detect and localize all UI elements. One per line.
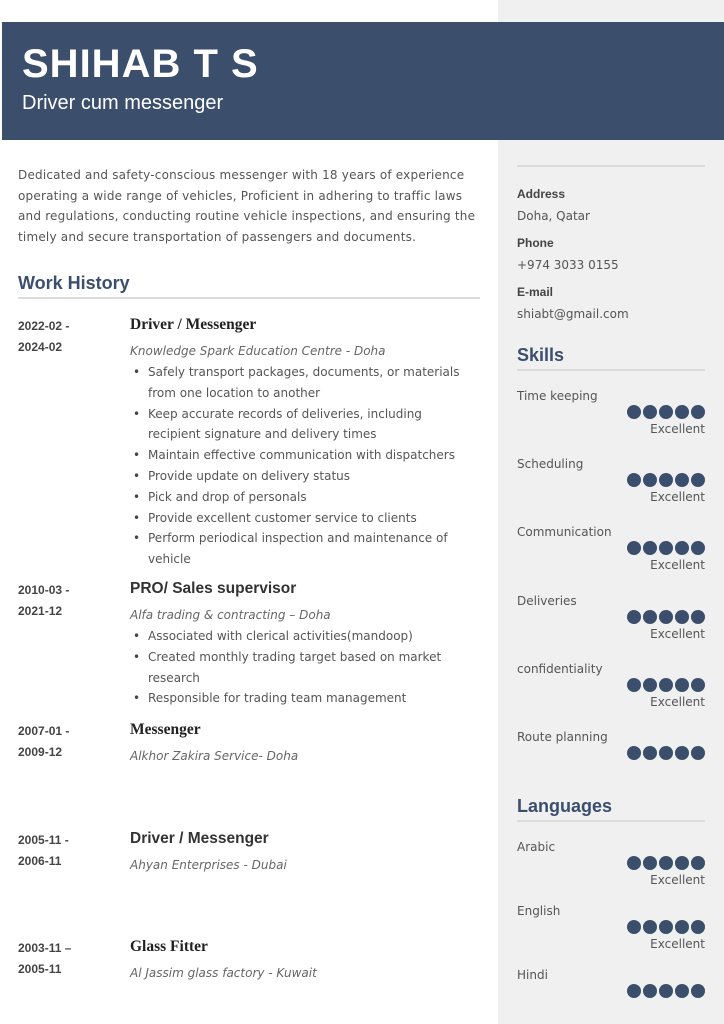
job-duty: • Responsible for trading team management: [130, 688, 475, 709]
rating-dots: [627, 746, 705, 760]
job-company: Alfa trading & contracting – Doha: [130, 608, 331, 622]
job-end-date: 2024-02: [18, 340, 63, 354]
sidebar-top-divider: [517, 165, 705, 167]
rating-dot: [659, 405, 673, 419]
rating-name: confidentiality: [517, 661, 603, 676]
languages-divider: [517, 820, 705, 822]
rating-row: [517, 525, 705, 573]
rating-level: Excellent: [650, 558, 705, 573]
job-end-date: 2005-11: [18, 962, 62, 976]
rating-level: Excellent: [650, 422, 705, 436]
rating-dot: [675, 541, 689, 555]
rating-dot: [643, 984, 657, 998]
address-label: Address: [517, 187, 566, 201]
rating-dot: [643, 610, 657, 624]
rating-dot: [675, 678, 689, 692]
rating-dot: [675, 610, 689, 624]
rating-dot: [675, 856, 689, 870]
work-history-heading: Work History: [18, 273, 130, 293]
job-duties: [130, 362, 475, 570]
rating-dot: [675, 746, 689, 760]
phone-value: +974 3033 0155: [517, 258, 619, 272]
rating-name: Time keeping: [517, 389, 598, 403]
job-dates: [18, 830, 118, 872]
rating-dot: [627, 984, 641, 998]
rating-dot: [691, 541, 705, 555]
rating-level: Excellent: [650, 936, 705, 951]
job-duty: • Pick and drop of personals: [130, 487, 475, 508]
rating-name: Route planning: [517, 730, 608, 744]
job-dates: [18, 938, 118, 980]
rating-dot: [691, 678, 705, 692]
rating-row: [517, 457, 705, 505]
rating-dot: [659, 920, 673, 934]
rating-name: Deliveries: [517, 593, 577, 608]
job-company: Ahyan Enterprises - Dubai: [130, 858, 287, 872]
summary-paragraph: Dedicated and safety-conscious messenger with 18 years of experience operating a wide range of vehicles, Proficient in adhering to traffic laws and regulations, conducting routine vehicle inspections, and ensuring the timely and secure transportation of passengers and documents.: [18, 168, 476, 245]
address-value: Doha, Qatar: [517, 209, 590, 223]
rating-row: [517, 730, 705, 778]
rating-dot: [675, 405, 689, 419]
job-duty: • Maintain effective communication with dispatchers: [130, 445, 475, 466]
rating-dots: [627, 984, 705, 998]
rating-dot: [659, 610, 673, 624]
rating-dot: [659, 678, 673, 692]
rating-dot: [659, 984, 673, 998]
rating-dot: [643, 920, 657, 934]
rating-row: [517, 840, 705, 888]
languages-heading: Languages: [517, 796, 613, 816]
job-duty: • Associated with clerical activities(mandoop): [130, 626, 475, 647]
rating-dots: [627, 678, 705, 692]
rating-dots: [627, 610, 705, 624]
email-label: E-mail: [517, 285, 554, 299]
rating-dot: [627, 473, 641, 487]
rating-dot: [643, 746, 657, 760]
job-title: Driver / Messenger: [130, 830, 269, 847]
job-start-date: 2022-02 -: [18, 319, 70, 333]
job-end-date: 2021-12: [18, 604, 63, 618]
rating-name: Hindi: [517, 967, 548, 982]
job-title: Glass Fitter: [130, 938, 208, 955]
job-start-date: 2005-11 -: [18, 833, 69, 847]
email-value: shiabt@gmail.com: [517, 307, 629, 321]
rating-dot: [659, 746, 673, 760]
rating-level: Excellent: [650, 626, 705, 641]
job-duty: • Safely transport packages, documents, or materials from one location to another: [130, 362, 475, 404]
job-dates: [18, 316, 118, 358]
rating-row: [517, 389, 705, 437]
skills-heading: Skills: [517, 345, 565, 365]
rating-dot: [643, 678, 657, 692]
rating-dot: [675, 920, 689, 934]
rating-dots: [627, 541, 705, 555]
rating-dot: [691, 746, 705, 760]
rating-dot: [691, 920, 705, 934]
job-end-date: 2006-11: [18, 854, 62, 868]
rating-dot: [643, 473, 657, 487]
job-start-date: 2010-03 -: [18, 583, 70, 597]
job-dates: [18, 580, 118, 622]
rating-dot: [627, 405, 641, 419]
job-end-date: 2009-12: [18, 745, 63, 759]
job-title: Driver / Messenger: [130, 316, 257, 333]
job-start-date: 2003-11 –: [18, 941, 72, 955]
rating-dot: [659, 473, 673, 487]
rating-level: Excellent: [650, 694, 705, 709]
phone-label: Phone: [517, 236, 554, 250]
rating-dots: [627, 473, 705, 487]
rating-row: [517, 594, 705, 642]
rating-dot: [627, 610, 641, 624]
rating-dot: [691, 856, 705, 870]
resume-header: [2, 22, 724, 140]
rating-dot: [627, 746, 641, 760]
job-duty: • Provide excellent customer service to clients: [130, 508, 475, 529]
job-duty: • Keep accurate records of deliveries, including recipient signature and delivery times: [130, 404, 475, 446]
rating-dot: [675, 473, 689, 487]
rating-dot: [691, 984, 705, 998]
rating-row: [517, 662, 705, 710]
rating-dots: [627, 405, 705, 419]
job-start-date: 2007-01 -: [18, 724, 70, 738]
job-company: Al Jassim glass factory - Kuwait: [130, 966, 317, 980]
job-duties: [130, 626, 475, 709]
rating-dot: [691, 473, 705, 487]
rating-name: Arabic: [517, 840, 556, 854]
job-duty: • Created monthly trading target based on market research: [130, 647, 475, 689]
rating-row: [517, 904, 705, 952]
rating-name: English: [517, 903, 561, 918]
rating-level: Excellent: [650, 873, 705, 887]
rating-dot: [627, 541, 641, 555]
job-company: Knowledge Spark Education Centre - Doha: [130, 344, 386, 358]
rating-row: [517, 968, 705, 1016]
rating-dot: [643, 541, 657, 555]
rating-level: Excellent: [650, 490, 705, 505]
candidate-name: SHIHAB T S: [22, 42, 259, 86]
job-title: PRO/ Sales supervisor: [130, 580, 297, 597]
candidate-title: Driver cum messenger: [22, 92, 224, 114]
rating-dot: [643, 405, 657, 419]
job-duty: • Provide update on delivery status: [130, 466, 475, 487]
rating-dots: [627, 920, 705, 934]
rating-dot: [627, 920, 641, 934]
rating-dot: [691, 610, 705, 624]
job-duty: • Perform periodical inspection and maintenance of vehicle: [130, 528, 475, 570]
rating-dot: [659, 856, 673, 870]
contact-block: [517, 187, 705, 321]
skills-divider: [517, 369, 705, 371]
rating-dot: [659, 541, 673, 555]
rating-name: Communication: [517, 525, 612, 540]
rating-name: Scheduling: [517, 457, 584, 472]
rating-dot: [643, 856, 657, 870]
work-history-divider: [18, 297, 480, 299]
job-title: Messenger: [130, 721, 201, 738]
rating-dot: [675, 984, 689, 998]
rating-dot: [691, 405, 705, 419]
rating-dot: [627, 856, 641, 870]
rating-dots: [627, 856, 705, 870]
job-company: Alkhor Zakira Service- Doha: [130, 749, 299, 763]
job-dates: [18, 721, 118, 763]
rating-dot: [627, 678, 641, 692]
